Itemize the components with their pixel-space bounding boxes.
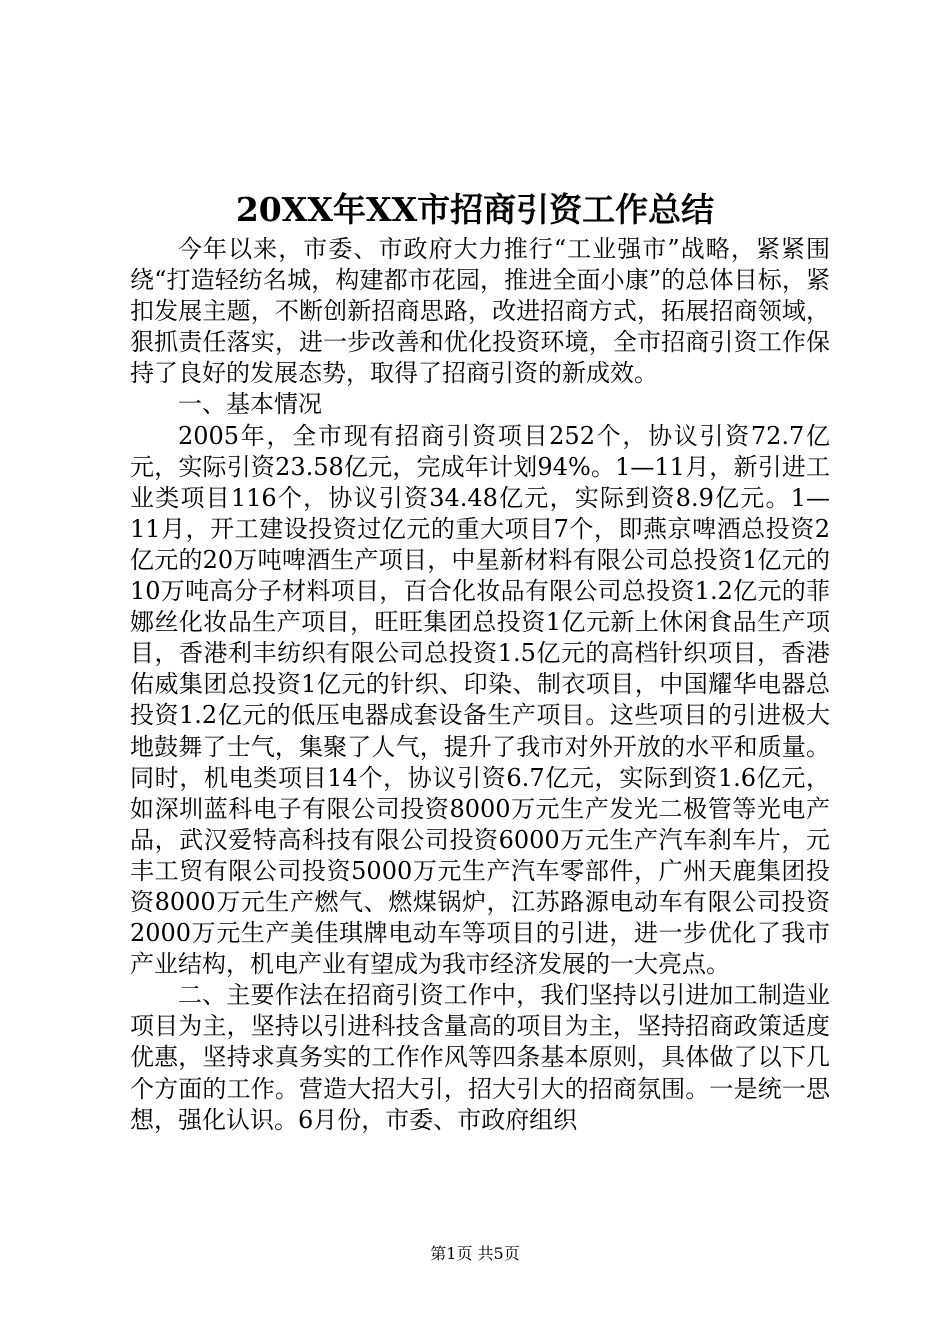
document-title: 20XX年XX市招商引资工作总结 — [235, 190, 715, 229]
document-body — [130, 234, 830, 1136]
basic-situation-paragraph: 2005年，全市现有招商引资项目252个，协议引资72.7亿元，实际引资23.58亿元，完成年计划94%。1—11月，新引进工业类项目116个，协议引资34.48亿元，实际到资8.9亿元。1—11月，开工建设投资过亿元的重大项目7个，即燕京啤酒总投资2亿元的20万吨啤酒生产项目，中星新材料有限公司总投资1亿元的10万吨高分子材料项目，百合化妆品有限公司总投资1.2亿元的菲娜丝化妆品生产项目，旺旺集团总投资1亿元新上休闲食品生产项目，香港利丰纺织有限公司总投资1.5亿元的高档针织项目，香港佑威集团总投资1亿元的针织、印染、制衣项目，中国耀华电器总投资1.2亿元的低压电器成套设备生产项目。这些项目的引进极大地鼓舞了士气，集聚了人气，提升了我市对外开放的水平和质量。同时，机电类项目14个，协议引资6.7亿元，实际到资1.6亿元，如深圳蓝科电子有限公司投资8000万元生产发光二极管等光电产品，武汉爱特高科技有限公司投资6000万元生产汽车刹车片，元丰工贸有限公司投资5000万元生产汽车零部件，广州天鹿集团投资8000万元生产燃气、燃煤锅炉，江苏路源电动车有限公司投资2000万元生产美佳琪牌电动车等项目的引进，进一步优化了我市产业结构，机电产业有望成为我市经济发展的一大亮点。 — [130, 421, 830, 979]
page-number: 第1页 共5页 — [430, 1244, 520, 1263]
section-heading-basic-situation: 一、基本情况 — [178, 390, 322, 419]
intro-paragraph: 今年以来，市委、市政府大力推行“工业强市”战略，紧紧围绕“打造轻纺名城，构建都市花园，推进全面小康”的总体目标，紧扣发展主题，不断创新招商思路，改进招商方式，拓展招商领域，狠抓责任落实，进一步改善和优化投资环境，全市招商引资工作保持了良好的发展态势，取得了招商引资的新成效。 — [130, 235, 830, 388]
main-practices-paragraph: 二、主要作法在招商引资工作中，我们坚持以引进加工制造业项目为主，坚持以引进科技含量高的项目为主，坚持招商政策适度优惠，坚持求真务实的工作作风等四条基本原则，具体做了以下几个方面的工作。营造大招大引，招大引大的招商氛围。一是统一思想，强化认识。6月份，市委、市政府组织 — [130, 981, 830, 1134]
